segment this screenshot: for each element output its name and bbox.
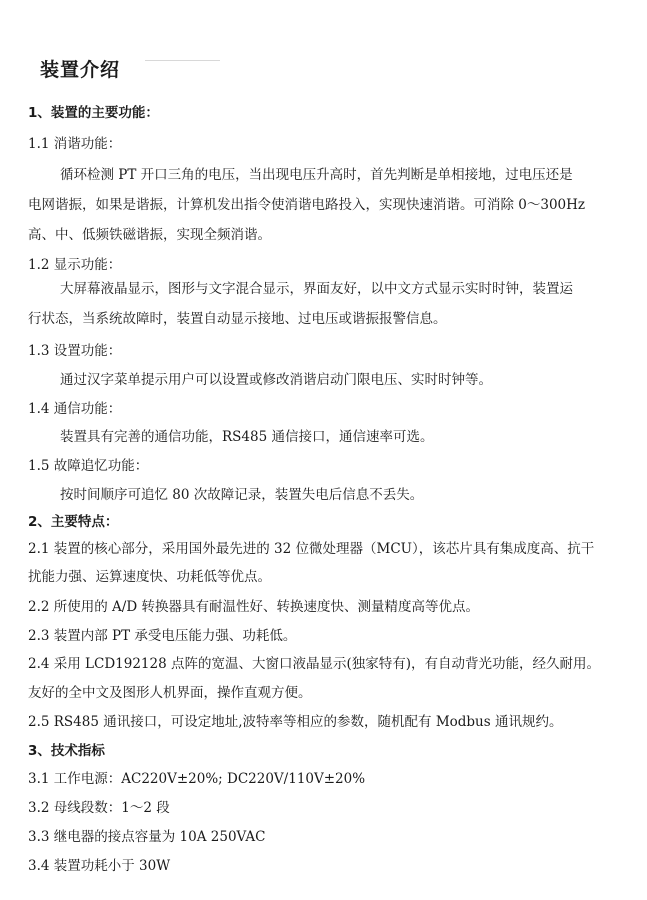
subsection-heading: 1.3 设置功能： — [28, 343, 122, 359]
paragraph-line: 通过汉字菜单提示用户可以设置或修改消谐启动门限电压、实时时钟等。 — [60, 372, 492, 388]
paragraph-line: 高、中、低频铁磁谐振，实现全频消谐。 — [28, 227, 271, 243]
paragraph-line: 扰能力强、运算速度快、功耗低等优点。 — [28, 569, 271, 585]
paragraph-line: 电网谐振，如果是谐振，计算机发出指令使消谐电路投入，实现快速消谐。可消除 0～300Hz — [28, 197, 586, 213]
paragraph-line: 2.1 装置的核心部分，采用国外最先进的 32 位微处理器（MCU），该芯片具有集成度高、抗干 — [28, 541, 595, 557]
spec-line: 3.1 工作电源：AC220V±20%; DC220V/110V±20% — [28, 771, 366, 787]
paragraph-line: 2.4 采用 LCD192128 点阵的宽温、大窗口液晶显示(独家特有)，有自动背光功能，经久耐用。 — [28, 656, 601, 672]
title-rule — [145, 60, 220, 61]
subsection-heading: 1.2 显示功能： — [28, 257, 122, 273]
subsection-heading: 1.1 消谐功能： — [28, 136, 122, 152]
paragraph-line: 2.5 RS485 通讯接口，可设定地址,波特率等相应的参数，随机配有 Modbus 通讯规约。 — [28, 714, 563, 730]
section-heading: 2、主要特点： — [28, 514, 119, 530]
section-heading: 3、技术指标 — [28, 743, 105, 759]
paragraph-line: 2.2 所使用的 A/D 转换器具有耐温性好、转换速度快、测量精度高等优点。 — [28, 599, 479, 615]
spec-line: 3.4 装置功耗小于 30W — [28, 858, 171, 874]
spec-line: 3.3 继电器的接点容量为 10A 250VAC — [28, 829, 266, 845]
paragraph-line: 循环检测 PT 开口三角的电压，当出现电压升高时，首先判断是单相接地，过电压还是 — [60, 167, 573, 183]
paragraph-line: 大屏幕液晶显示，图形与文字混合显示，界面友好，以中文方式显示实时时钟，装置运 — [60, 281, 573, 297]
paragraph-line: 友好的全中文及图形人机界面，操作直观方便。 — [28, 685, 312, 701]
section-heading: 1、装置的主要功能： — [28, 105, 159, 121]
paragraph-line: 装置具有完善的通信功能，RS485 通信接口，通信速率可选。 — [60, 429, 434, 445]
spec-line: 3.2 母线段数：1～2 段 — [28, 800, 170, 816]
paragraph-line: 2.3 装置内部 PT 承受电压能力强、功耗低。 — [28, 628, 297, 644]
paragraph-line: 行状态，当系统故障时，装置自动显示接地、过电压或谐振报警信息。 — [28, 311, 447, 327]
paragraph-line: 按时间顺序可追忆 80 次故障记录，装置失电后信息不丢失。 — [60, 487, 424, 503]
subsection-heading: 1.4 通信功能： — [28, 401, 122, 417]
document-title: 装置介绍 — [40, 59, 121, 81]
subsection-heading: 1.5 故障追忆功能： — [28, 458, 149, 474]
